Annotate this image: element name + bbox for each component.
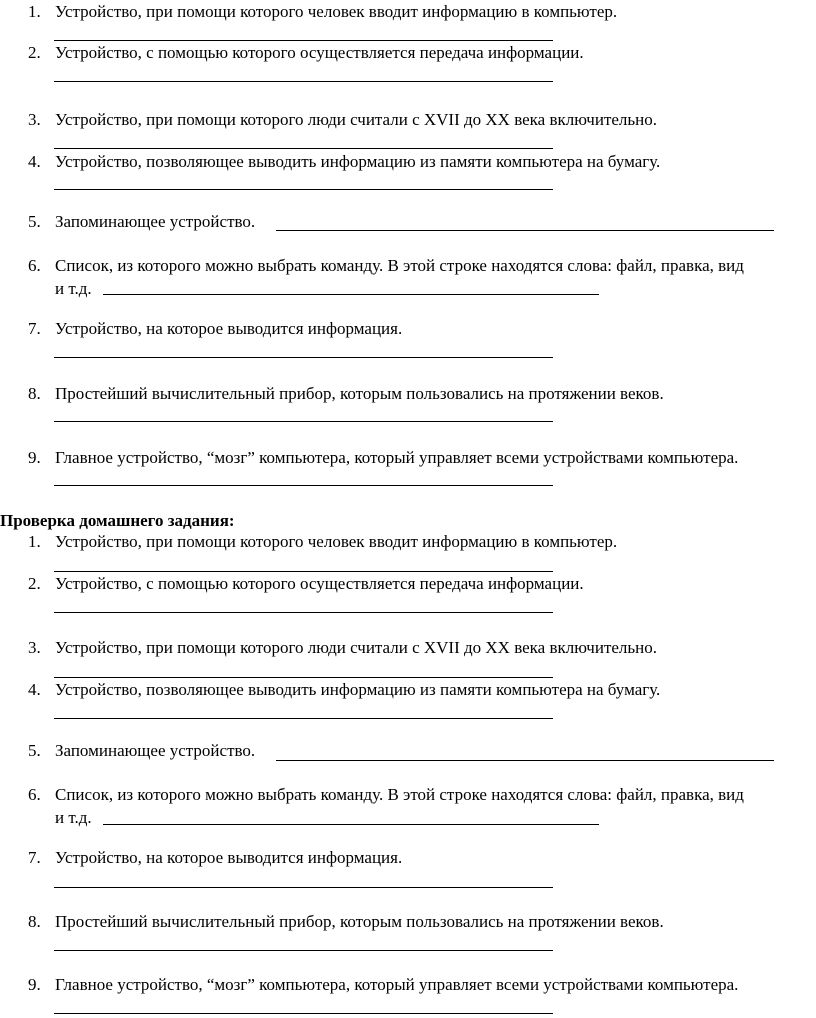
item-number: 7. xyxy=(28,319,41,338)
item-text: Запоминающее устройство. xyxy=(55,212,256,231)
item-number: 5. xyxy=(28,741,41,760)
answer-line[interactable] xyxy=(103,824,599,825)
answer-line[interactable] xyxy=(54,189,553,190)
answer-line[interactable] xyxy=(54,950,553,951)
item-text-continued: и т.д. xyxy=(55,808,92,827)
answer-line[interactable] xyxy=(54,718,553,719)
answer-line[interactable] xyxy=(276,760,774,761)
item-text: Запоминающее устройство. xyxy=(55,741,256,760)
item-number: 3. xyxy=(28,638,41,657)
item-number: 1. xyxy=(28,2,41,21)
item-text: Устройство, с помощью которого осуществляется передача информации. xyxy=(55,574,584,593)
item-text: Устройство, на которое выводится информация. xyxy=(55,319,403,338)
item-text: Устройство, при помощи которого люди считали с XVII до XX века включительно. xyxy=(55,638,658,657)
item-number: 2. xyxy=(28,43,41,62)
item-number: 6. xyxy=(28,256,41,275)
item-text: Устройство, при помощи которого человек вводит информацию в компьютер. xyxy=(55,2,618,21)
item-text: Устройство, при помощи которого люди считали с XVII до XX века включительно. xyxy=(55,110,658,129)
item-number: 4. xyxy=(28,152,41,171)
item-number: 2. xyxy=(28,574,41,593)
answer-line[interactable] xyxy=(54,357,553,358)
item-number: 6. xyxy=(28,785,41,804)
item-number: 7. xyxy=(28,848,41,867)
answer-line[interactable] xyxy=(54,421,553,422)
item-text: Устройство, позволяющее выводить информацию из памяти компьютера на бумагу. xyxy=(55,152,661,171)
item-text: Список, из которого можно выбрать команду. В этой строке находятся слова: файл, правка, вид xyxy=(55,256,744,275)
item-text: Список, из которого можно выбрать команду. В этой строке находятся слова: файл, правка, вид xyxy=(55,785,744,804)
item-number: 4. xyxy=(28,680,41,699)
answer-line[interactable] xyxy=(54,81,553,82)
answer-line[interactable] xyxy=(54,612,553,613)
answer-line[interactable] xyxy=(54,40,553,41)
item-text: Устройство, при помощи которого человек вводит информацию в компьютер. xyxy=(55,532,618,551)
section-heading: Проверка домашнего задания: xyxy=(0,511,235,530)
item-text: Устройство, на которое выводится информация. xyxy=(55,848,403,867)
answer-line[interactable] xyxy=(276,230,774,231)
item-number: 9. xyxy=(28,448,41,467)
item-number: 1. xyxy=(28,532,41,551)
answer-line[interactable] xyxy=(54,148,553,149)
item-text: Устройство, с помощью которого осуществляется передача информации. xyxy=(55,43,584,62)
answer-line[interactable] xyxy=(54,1013,553,1014)
item-text: Простейший вычислительный прибор, которым пользовались на протяжении веков. xyxy=(55,384,664,403)
item-text-continued: и т.д. xyxy=(55,279,92,298)
item-number: 8. xyxy=(28,912,41,931)
answer-line[interactable] xyxy=(54,887,553,888)
item-number: 8. xyxy=(28,384,41,403)
answer-line[interactable] xyxy=(103,294,599,295)
item-number: 5. xyxy=(28,212,41,231)
answer-line[interactable] xyxy=(54,571,553,572)
item-text: Главное устройство, “мозг” компьютера, который управляет всеми устройствами компьютера. xyxy=(55,448,739,467)
item-text: Простейший вычислительный прибор, которым пользовались на протяжении веков. xyxy=(55,912,664,931)
answer-line[interactable] xyxy=(54,485,553,486)
answer-line[interactable] xyxy=(54,677,553,678)
item-number: 3. xyxy=(28,110,41,129)
item-number: 9. xyxy=(28,975,41,994)
item-text: Главное устройство, “мозг” компьютера, который управляет всеми устройствами компьютера. xyxy=(55,975,739,994)
item-text: Устройство, позволяющее выводить информацию из памяти компьютера на бумагу. xyxy=(55,680,661,699)
